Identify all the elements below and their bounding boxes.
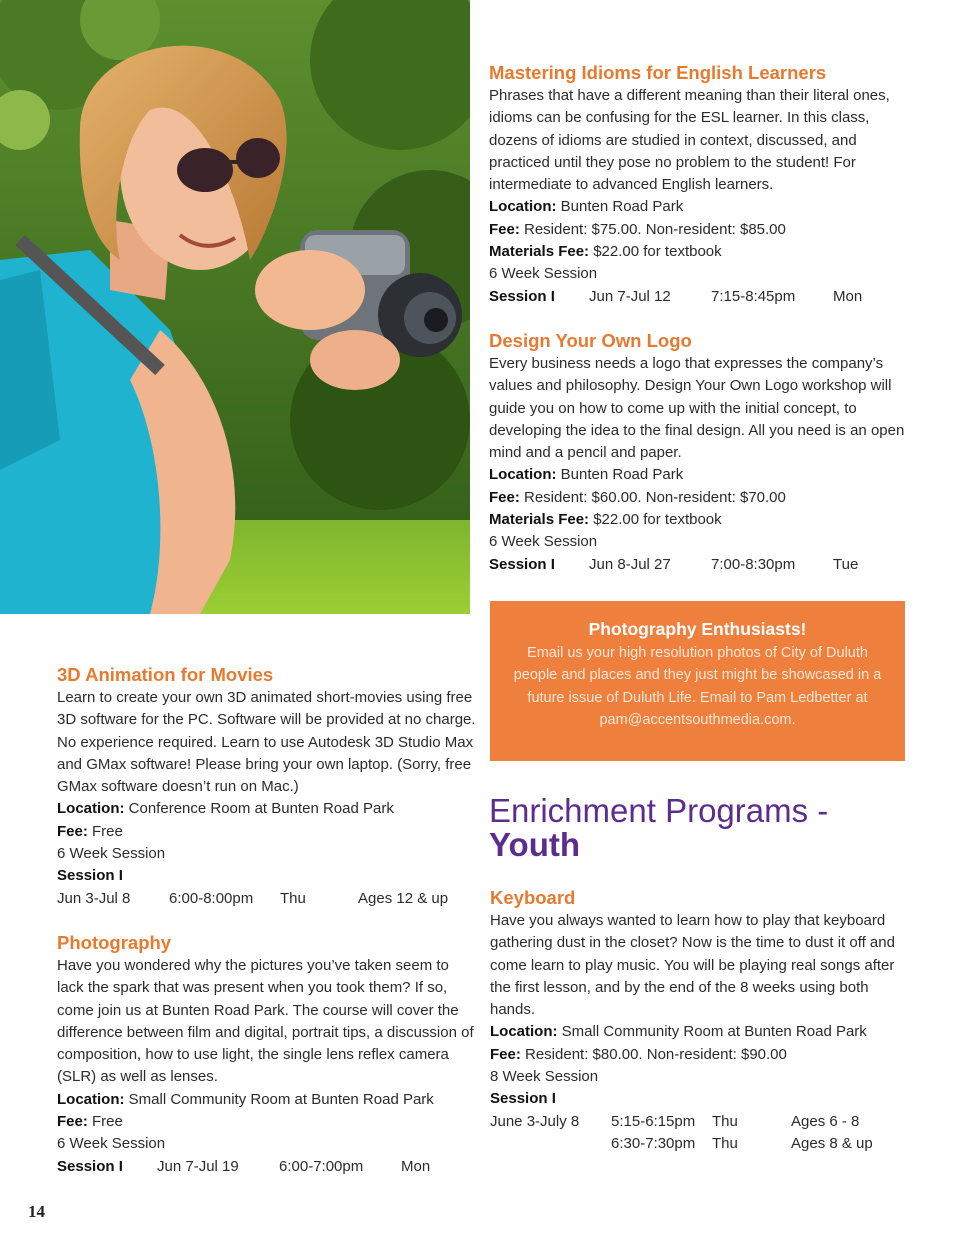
page-number: 14 xyxy=(28,1202,45,1221)
course-weeks: 6 Week Session xyxy=(489,533,598,551)
fee-value: Resident: $75.00. Non-resident: $85.00 xyxy=(519,220,786,238)
location-label: Location: xyxy=(57,1090,125,1108)
session-label: Session I xyxy=(489,287,555,305)
session-day: Mon xyxy=(833,287,863,305)
course-title: Keyboard xyxy=(490,887,576,908)
course-materials-fee xyxy=(489,241,909,263)
materials-value: $22.00 for textbook xyxy=(589,511,722,529)
photo-illustration xyxy=(0,0,470,614)
fee-value: Free xyxy=(87,1113,123,1131)
course-fee xyxy=(57,821,477,843)
session-label: Session I xyxy=(490,1090,556,1108)
session-label: Session I xyxy=(489,555,555,573)
course-weeks: 6 Week Session xyxy=(489,265,598,283)
course-location xyxy=(489,196,909,218)
callout-title: Photography Enthusiasts! xyxy=(588,619,807,639)
location-label: Location: xyxy=(489,198,557,216)
course-weeks: 6 Week Session xyxy=(57,1135,166,1153)
course-description: Learn to create your own 3D animated short-movies using free 3D software for the PC. Software will be provided at no charge. No experience required. Learn to use Autodesk 3D Studio Max and GMax software! Please bring your own laptop. (Sorry, free GMax software doesn’t run on Mac.) xyxy=(57,689,476,796)
location-label: Location: xyxy=(489,466,557,484)
session-day: Thu xyxy=(712,1112,738,1130)
session-time: 6:00-7:00pm xyxy=(279,1157,364,1175)
session-ages: Ages 12 & up xyxy=(358,889,449,907)
materials-label: Materials Fee: xyxy=(489,243,590,261)
course-description: Have you wondered why the pictures you’ve taken seem to lack the spark that was present when you took them? If so, come join us at Bunten Road Park. The course will cover the difference between film and digital, portrait tips, a discussion of composition, how to use light, the single lens reflex camera (SLR) as well as lenses. xyxy=(57,957,474,1086)
location-label: Location: xyxy=(57,800,125,818)
photography-callout-box xyxy=(490,601,905,761)
course-description: Every business needs a logo that expresses the company’s values and philosophy. Design Your Own Logo workshop will guide you on how to come up with the initial concept, to developing the idea to the final design. All you need is an open mind and a pencil and paper. xyxy=(489,355,905,462)
course-session-row xyxy=(489,286,909,308)
session-time: 7:00-8:30pm xyxy=(711,555,796,573)
session-dates: Jun 7-Jul 12 xyxy=(589,287,671,305)
fee-label: Fee: xyxy=(57,822,88,840)
materials-label: Materials Fee: xyxy=(489,511,590,529)
course-location xyxy=(57,1089,477,1111)
fee-label: Fee: xyxy=(489,488,520,506)
fee-label: Fee: xyxy=(57,1113,88,1131)
course-materials-fee xyxy=(489,509,909,531)
session-day: Mon xyxy=(401,1157,431,1175)
course-design-logo xyxy=(489,329,909,576)
location-value: Small Community Room at Bunten Road Park xyxy=(124,1090,434,1108)
section-heading-line1: Enrichment Programs - xyxy=(489,792,829,829)
location-value: Small Community Room at Bunten Road Park xyxy=(557,1023,867,1041)
section-heading xyxy=(489,794,929,862)
session-label: Session I xyxy=(57,1157,123,1175)
hero-photo xyxy=(0,0,470,614)
course-session-row xyxy=(489,554,909,576)
location-value: Conference Room at Bunten Road Park xyxy=(124,800,394,818)
session-time: 6:00-8:00pm xyxy=(169,889,254,907)
session-day: Thu xyxy=(712,1134,738,1152)
fee-label: Fee: xyxy=(489,220,520,238)
fee-value: Resident: $60.00. Non-resident: $70.00 xyxy=(519,488,786,506)
session-ages: Ages 6 - 8 xyxy=(791,1112,860,1130)
session-day: Tue xyxy=(833,555,859,573)
course-fee xyxy=(490,1044,910,1066)
callout-body: Email us your high resolution photos of City of Duluth people and places and they just might be showcased in a future issue of Duluth Life. Email to Pam Ledbetter at pam@accentsouthmedia.com. xyxy=(513,645,882,728)
location-value: Bunten Road Park xyxy=(556,198,684,216)
session-dates: Jun 8-Jul 27 xyxy=(589,555,671,573)
course-session-row xyxy=(490,1133,910,1155)
course-session-row xyxy=(57,888,477,910)
session-time: 5:15-6:15pm xyxy=(611,1112,696,1130)
course-weeks: 6 Week Session xyxy=(57,845,166,863)
course-weeks: 8 Week Session xyxy=(490,1068,599,1086)
course-location xyxy=(57,798,477,820)
course-session-row xyxy=(490,1111,910,1133)
session-time: 7:15-8:45pm xyxy=(711,287,796,305)
location-value: Bunten Road Park xyxy=(556,466,684,484)
course-title: Photography xyxy=(57,932,172,953)
course-mastering-idioms xyxy=(489,61,909,308)
course-fee xyxy=(489,487,909,509)
session-dates: June 3-July 8 xyxy=(490,1112,580,1130)
course-title: 3D Animation for Movies xyxy=(57,664,274,685)
session-day: Thu xyxy=(280,889,306,907)
session-dates: Jun 3-Jul 8 xyxy=(57,889,131,907)
fee-value: Free xyxy=(87,822,123,840)
course-description: Have you always wanted to learn how to play that keyboard gathering dust in the closet? Now is the time to dust it off and come learn to play music. You will be playing real songs after the first lesson, and by the end of the 8 weeks using both hands. xyxy=(490,912,895,1019)
course-photography xyxy=(57,931,477,1178)
session-time: 6:30-7:30pm xyxy=(611,1134,696,1152)
session-ages: Ages 8 & up xyxy=(791,1134,873,1152)
section-heading-line2: Youth xyxy=(489,826,581,863)
course-fee xyxy=(57,1111,477,1133)
course-3d-animation xyxy=(57,663,477,910)
course-fee xyxy=(489,219,909,241)
course-location xyxy=(490,1021,910,1043)
course-title: Mastering Idioms for English Learners xyxy=(489,62,827,83)
location-label: Location: xyxy=(490,1023,558,1041)
course-title: Design Your Own Logo xyxy=(489,330,692,351)
session-label: Session I xyxy=(57,867,123,885)
session-dates: Jun 7-Jul 19 xyxy=(157,1157,239,1175)
course-description: Phrases that have a different meaning than their literal ones, idioms can be confusing for the ESL learner. In this class, dozens of idioms are studied in context, discussed, and practiced until they pose no problem to the student! For intermediate to advanced English learners. xyxy=(489,87,890,194)
fee-label: Fee: xyxy=(490,1045,521,1063)
course-keyboard xyxy=(490,886,910,1155)
materials-value: $22.00 for textbook xyxy=(589,243,722,261)
fee-value: Resident: $80.00. Non-resident: $90.00 xyxy=(520,1045,787,1063)
course-session-row xyxy=(57,1156,477,1178)
course-location xyxy=(489,464,909,486)
